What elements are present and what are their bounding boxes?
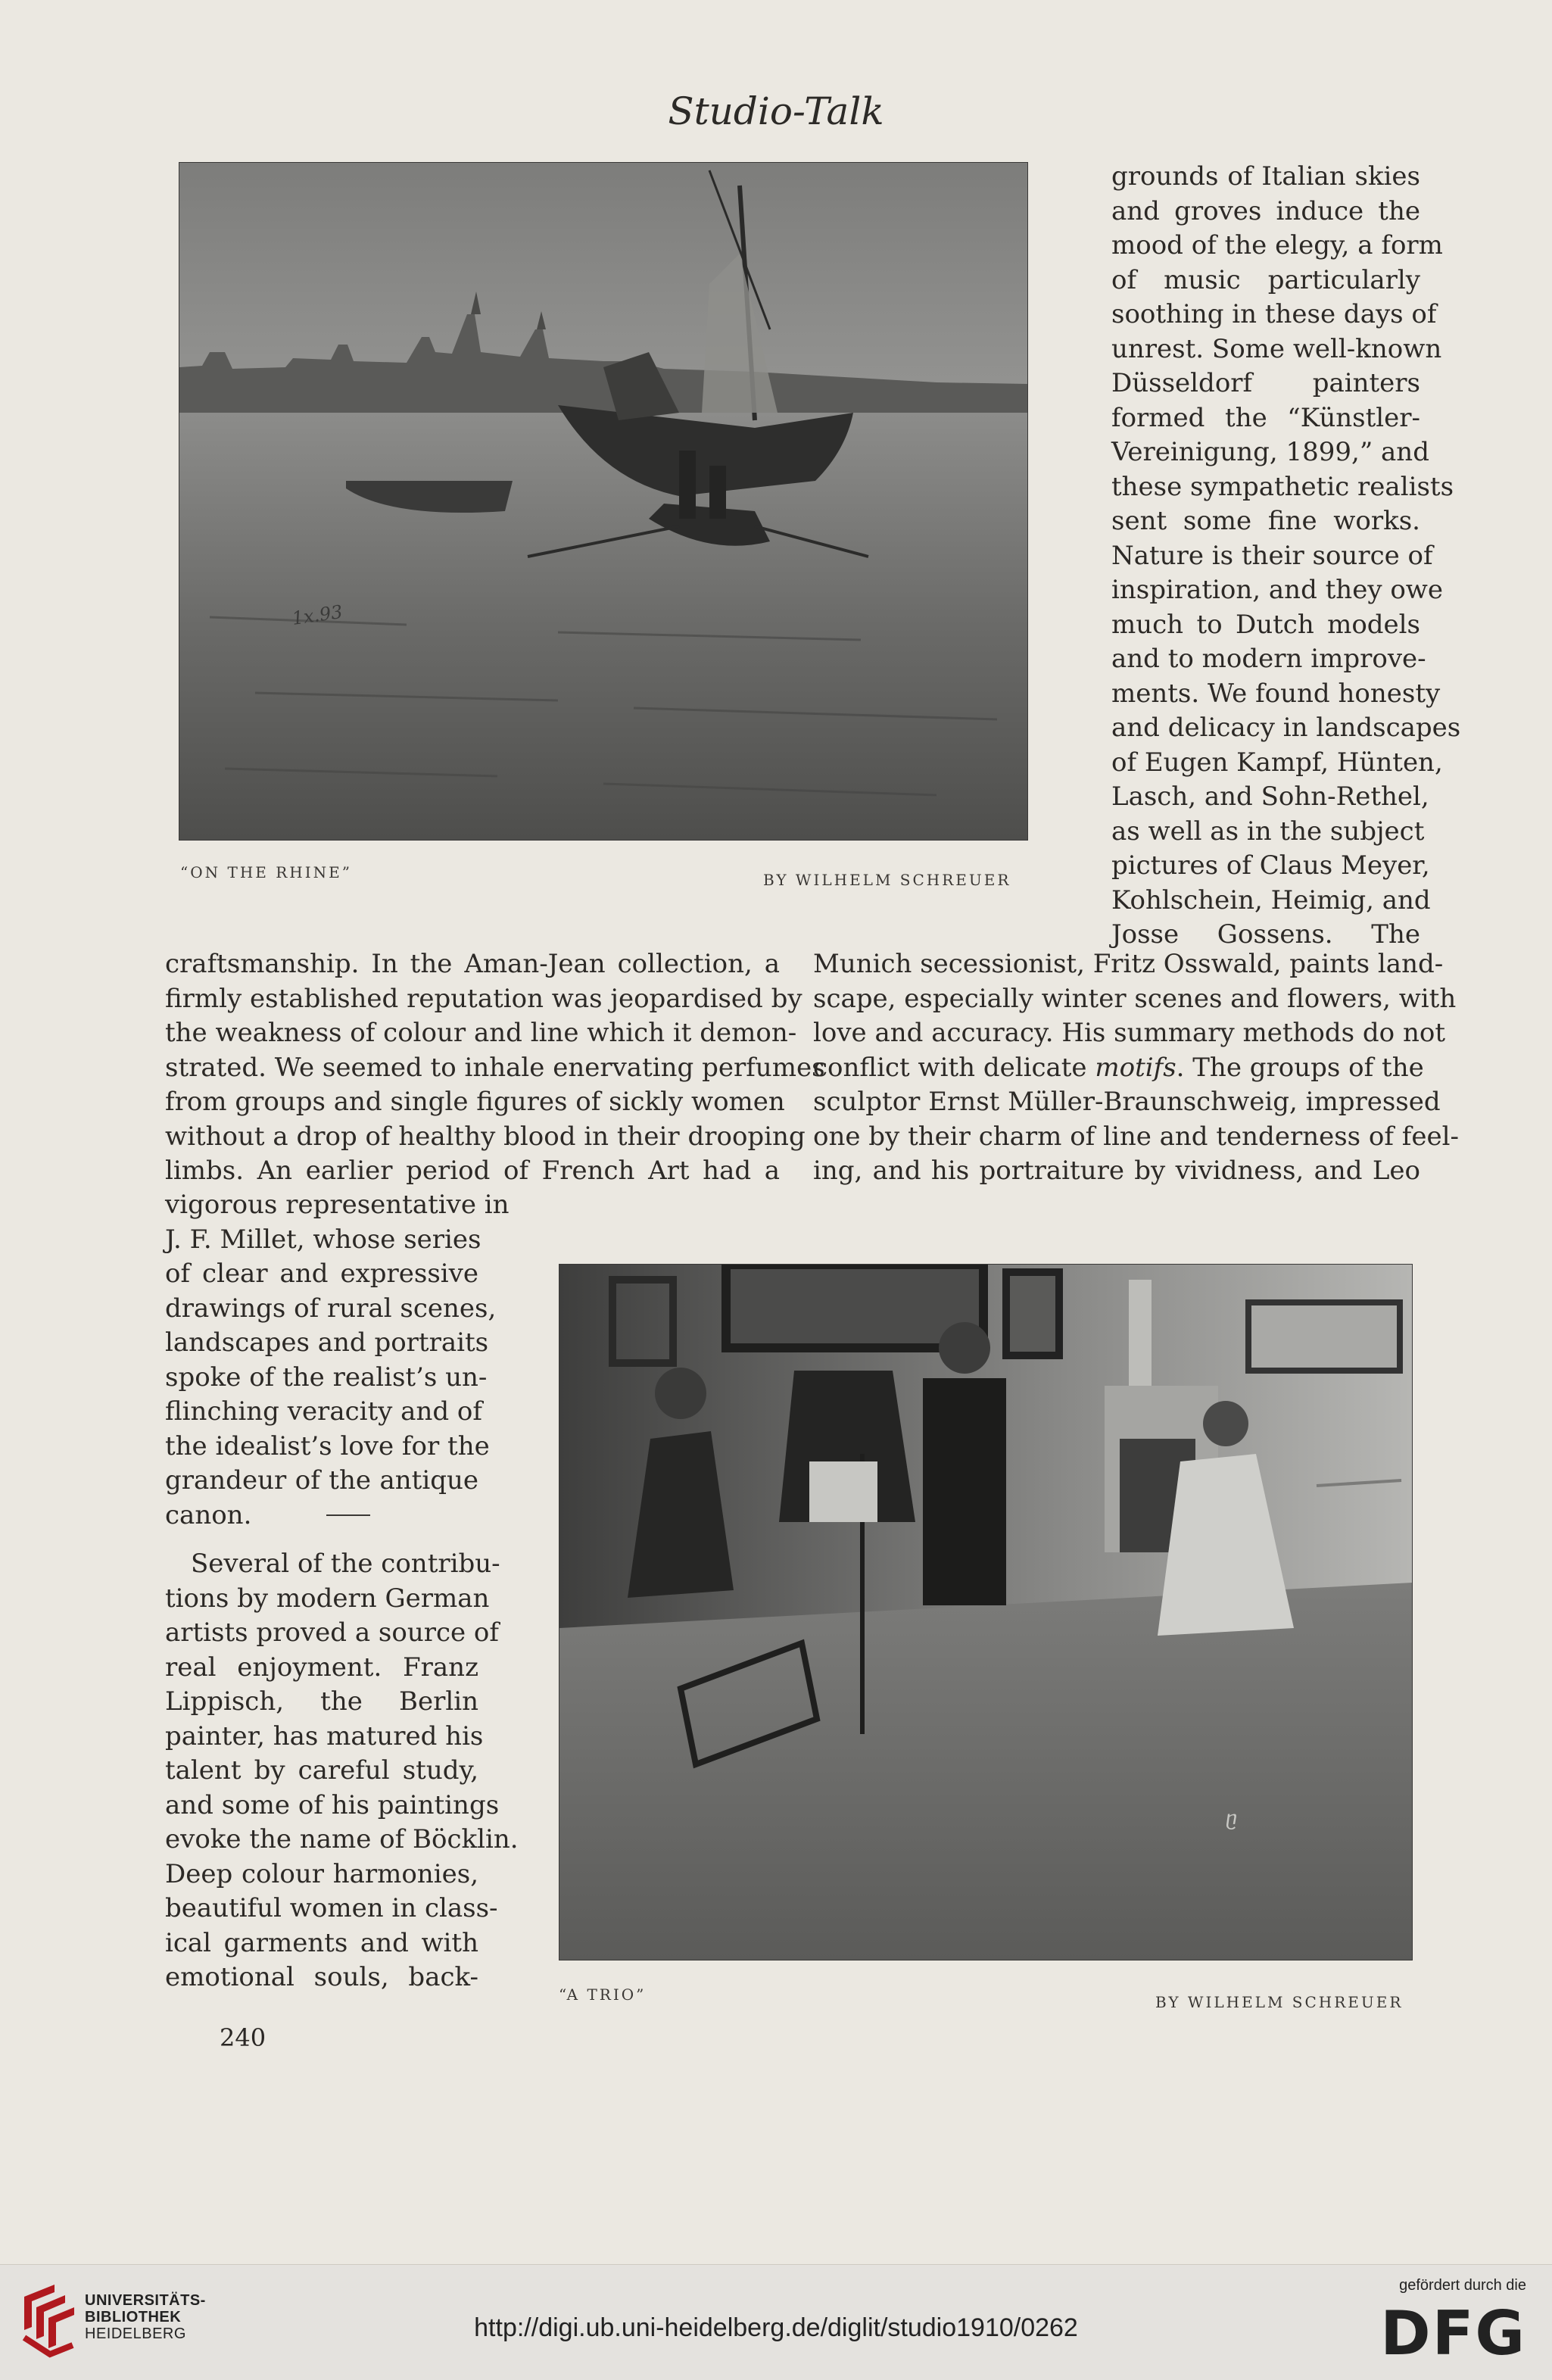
text-line: spoke of the realist’s un-	[165, 1362, 488, 1393]
text-line: drawings of rural scenes,	[165, 1293, 497, 1324]
text-line: as well as in the subject	[1111, 816, 1425, 847]
text-line: evoke the name of Böcklin.	[165, 1824, 519, 1854]
text-line: Kohlschein, Heimig, and	[1111, 884, 1431, 916]
institution-line: UNIVERSITÄTS-	[85, 2292, 206, 2309]
text-line: Lasch, and Sohn-Rethel,	[1111, 781, 1429, 812]
text-line: Düsseldorf painters	[1111, 368, 1420, 398]
text-column-left-narrow-b	[165, 1547, 519, 1995]
text-line: Deep colour harmonies,	[165, 1858, 478, 1889]
text-line: grounds of Italian skies	[1111, 161, 1420, 192]
text-line: Several of the contribu-	[191, 1549, 500, 1579]
text-line: and groves induce the	[1111, 195, 1420, 226]
section-divider	[326, 1514, 370, 1516]
text-line: artists proved a source of	[165, 1617, 499, 1648]
text-line: limbs. An earlier period of French Art had a	[165, 1156, 780, 1186]
page-number: 240	[220, 2023, 266, 2052]
text-line: inspiration, and they owe	[1111, 575, 1444, 605]
text-line: ments. We found honesty	[1111, 678, 1441, 709]
italic-term: motifs	[1095, 1052, 1176, 1083]
text-line: emotional souls, back-	[165, 1962, 478, 1992]
text-line: without a drop of healthy blood in their drooping	[165, 1121, 806, 1152]
plate1-signature: 1x.93	[290, 600, 344, 629]
text-line: of music particularly	[1111, 264, 1420, 295]
text-line: the weakness of colour and line which it demon-	[165, 1018, 797, 1048]
text-line: formed the “Künstler-	[1111, 402, 1420, 433]
text-line: talent by careful study,	[165, 1755, 478, 1786]
text-line: the idealist’s love for the	[165, 1430, 490, 1461]
text-line: love and accuracy. His summary methods do not	[813, 1018, 1445, 1048]
text-line: of Eugen Kampf, Hünten,	[1111, 747, 1443, 778]
text-line: real enjoyment. Franz	[165, 1652, 478, 1683]
text-column-right-full	[813, 947, 1459, 1189]
text-line: vigorous representative in	[165, 1190, 510, 1220]
plate2-credit: BY WILHELM SCHREUER	[1155, 1993, 1404, 2011]
dfg-logo: DFG	[1380, 2298, 1526, 2369]
text-line: much to Dutch models	[1111, 609, 1420, 640]
text-line: unrest. Some well-known	[1111, 333, 1442, 364]
plate1-title: “ON THE RHINE”	[180, 863, 352, 881]
on-the-rhine-illustration	[179, 163, 1027, 840]
funding-note: gefördert durch die	[1399, 2277, 1526, 2294]
text-line: landscapes and portraits	[165, 1327, 489, 1358]
svg-text:ⴚ: ⴚ	[1226, 1808, 1238, 1830]
text-line: scape, especially winter scenes and flowers, with	[813, 983, 1457, 1014]
plate1-credit: BY WILHELM SCHREUER	[763, 871, 1011, 889]
text-line: and some of his paintings	[165, 1789, 500, 1820]
text-line: Vereinigung, 1899,” and	[1111, 437, 1429, 467]
plate-a-trio	[559, 1264, 1413, 1960]
text-line: beautiful women in class-	[165, 1893, 498, 1923]
text-line: and to modern improve-	[1111, 644, 1426, 674]
text-line: strated. We seemed to inhale enervating perfumes	[165, 1052, 825, 1083]
plate2-title: “A TRIO”	[559, 1985, 647, 2004]
text-line: Nature is their source of	[1111, 540, 1433, 571]
text-column-left-full	[165, 947, 825, 1189]
running-head: Studio-Talk	[668, 89, 884, 133]
text-line: tions by modern German	[165, 1583, 490, 1614]
text-line: canon.	[165, 1499, 252, 1530]
institution-line: HEIDELBERG	[85, 2325, 186, 2342]
text-line: one by their charm of line and tenderness of feel-	[813, 1121, 1459, 1152]
text-line: ing, and his portraiture by vividness, and Leo	[813, 1156, 1420, 1186]
permalink[interactable]: http://digi.ub.uni-heidelberg.de/diglit/studio1910/0262	[474, 2313, 1078, 2342]
text-line: ical garments and with	[165, 1927, 478, 1958]
text-line: of clear and expressive	[165, 1259, 478, 1289]
text-line: sculptor Ernst Müller-Braunschweig, impressed	[813, 1087, 1441, 1117]
text-line: from groups and single figures of sickly women	[165, 1087, 785, 1117]
text-line: grandeur of the antique	[165, 1465, 478, 1496]
text-line: soothing in these days of	[1111, 299, 1437, 329]
digitisation-footer	[0, 2264, 1552, 2380]
text-line: pictures of Claus Meyer,	[1111, 850, 1430, 881]
text-column-left-narrow-a	[165, 1188, 510, 1533]
text-line: Lippisch, the Berlin	[165, 1686, 478, 1717]
text-line: Josse Gossens. The	[1111, 919, 1420, 950]
a-trio-illustration	[559, 1265, 1412, 1960]
text-line: sent some fine works.	[1111, 506, 1420, 536]
text-line: craftsmanship. In the Aman-Jean collection, a	[165, 949, 780, 979]
text-line: firmly established reputation was jeopardised by	[165, 983, 802, 1014]
text-line: flinching veracity and of	[165, 1396, 482, 1427]
text-line: painter, has matured his	[165, 1720, 484, 1751]
text-line: conflict with delicate motifs. The groups of the	[813, 1052, 1424, 1083]
text-column-right-top	[1111, 160, 1461, 953]
text-line: and delicacy in landscapes	[1111, 713, 1461, 743]
text-line: these sympathetic realists	[1111, 471, 1454, 502]
institution-line: BIBLIOTHEK	[85, 2309, 182, 2325]
plate-on-the-rhine	[179, 162, 1028, 841]
text-line: Munich secessionist, Fritz Osswald, paints land-	[813, 949, 1444, 979]
text-line: J. F. Millet, whose series	[165, 1224, 481, 1255]
text-line: mood of the elegy, a form	[1111, 230, 1443, 260]
